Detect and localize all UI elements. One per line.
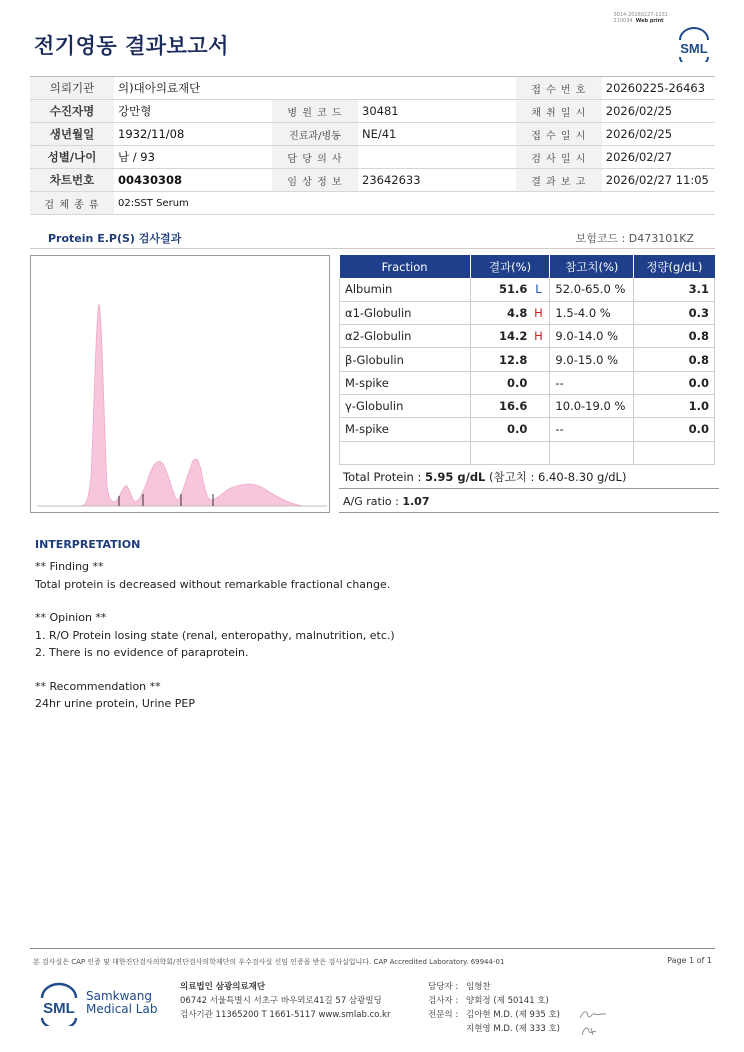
fraction-result [470, 325, 550, 348]
label-clinical-info: 임 상 정 보 [272, 169, 358, 192]
label-receipt-no: 접 수 번 호 [516, 77, 602, 100]
label-sex-age: 성별/나이 [30, 146, 114, 169]
fraction-table [339, 255, 715, 465]
page-number: Page 1 of 1 [667, 956, 712, 965]
fraction-amount: 0.8 [634, 348, 715, 371]
value-specimen-type: 02:SST Serum [114, 192, 715, 215]
result-value: 0.0 [507, 422, 528, 437]
table-row [340, 418, 715, 441]
table-row [340, 348, 715, 371]
fraction-reference: -- [550, 418, 634, 441]
fraction-amount: 0.3 [634, 301, 715, 324]
value-birth-date: 1932/11/08 [114, 123, 272, 146]
fraction-result [470, 418, 550, 441]
fraction-name: Albumin [340, 278, 471, 301]
value-report-date: 2026/02/27 11:05 [602, 169, 715, 192]
recommendation-heading: ** Recommendation ** [35, 679, 161, 693]
fraction-amount: 0.0 [634, 418, 715, 441]
value-requesting-org: 의)대아의료재단 [114, 77, 426, 100]
finding-heading: ** Finding ** [35, 560, 104, 573]
value-sex-age: 남 / 93 [114, 146, 272, 169]
fraction-amount: 3.1 [634, 278, 715, 301]
result-value: 51.6 [499, 282, 528, 297]
table-row [340, 394, 715, 417]
patient-info-table [30, 76, 715, 215]
fraction-result [470, 394, 550, 417]
col-fraction: Fraction [340, 255, 471, 278]
col-result: 결과(%) [470, 255, 550, 278]
value-collection-date: 2026/02/25 [602, 100, 715, 123]
value-clinical-info: 23642633 [358, 169, 426, 192]
label-report-date: 결 과 보 고 [516, 169, 602, 192]
interpretation-body [35, 558, 395, 713]
table-row [340, 371, 715, 394]
fraction-result [470, 348, 550, 371]
report-code: 3014-20260227-1131 210034 Web print [613, 12, 668, 24]
fraction-name: α1-Globulin [340, 301, 471, 324]
label-collection-date: 채 취 일 시 [516, 100, 602, 123]
fraction-name: γ-Globulin [340, 394, 471, 417]
section-divider [30, 248, 715, 249]
label-dept-ward: 진료과/병동 [272, 123, 358, 146]
finding-text: Total protein is decreased without remarkable fractional change. [35, 577, 391, 591]
label-specimen-type: 검 체 종 류 [30, 192, 114, 215]
signature-1-icon [578, 1008, 608, 1022]
fraction-amount: 0.0 [634, 371, 715, 394]
col-reference: 참고치(%) [550, 255, 634, 278]
result-flag: L [535, 282, 542, 297]
interpretation-title: INTERPRETATION [35, 538, 141, 551]
fraction-name: β-Globulin [340, 348, 471, 371]
staff-row: 담당자 : 임형찬 [428, 982, 491, 992]
sml-footer-logo-icon [36, 982, 82, 1026]
result-flag: H [534, 329, 543, 344]
value-receipt-date: 2026/02/25 [602, 123, 715, 146]
value-test-date: 2026/02/27 [602, 146, 715, 169]
table-row [340, 441, 715, 464]
total-protein: Total Protein : 5.95 g/dL (참고치 : 6.40-8.30 g/dL) [339, 466, 719, 489]
opinion-line-1: 1. R/O Protein losing state (renal, enteropathy, malnutrition, etc.) [35, 628, 395, 642]
label-test-date: 검 사 일 시 [516, 146, 602, 169]
result-value: 16.6 [499, 399, 528, 414]
opinion-line-2: 2. There is no evidence of paraprotein. [35, 646, 249, 659]
result-value: 4.8 [507, 305, 528, 320]
label-hospital-code: 병 원 코 드 [272, 100, 358, 123]
densitometry-curve [37, 304, 327, 506]
label-requesting-org: 의뢰기관 [30, 77, 114, 100]
fraction-reference: 9.0-15.0 % [550, 348, 634, 371]
lab-info: 의료법인 삼광의료재단 06742 서울특별시 서초구 바우뫼로41길 57 삼광빌딩 검사기관 11365200 T 1661-5117 www.smlab.co.kr [180, 982, 391, 1020]
label-receipt-date: 접 수 일 시 [516, 123, 602, 146]
fraction-amount [634, 441, 715, 464]
result-flag: H [534, 305, 543, 320]
value-receipt-no: 20260225-26463 [602, 77, 715, 100]
ag-ratio: A/G ratio : 1.07 [339, 490, 719, 513]
value-chart-no: 00430308 [114, 169, 272, 192]
fraction-reference [550, 441, 634, 464]
fraction-result [470, 301, 550, 324]
footer-divider [30, 948, 715, 949]
fraction-reference: 9.0-14.0 % [550, 325, 634, 348]
fraction-result [470, 278, 550, 301]
insurance-code: 보험코드 : D473101KZ [575, 232, 694, 245]
fraction-name: M-spike [340, 371, 471, 394]
result-value: 0.0 [507, 375, 528, 390]
result-value: 14.2 [499, 329, 528, 344]
result-value: 12.8 [499, 352, 528, 367]
value-patient-name: 강만형 [114, 100, 272, 123]
col-amount: 정량(g/dL) [634, 255, 715, 278]
fraction-amount: 1.0 [634, 394, 715, 417]
fraction-name: M-spike [340, 418, 471, 441]
fraction-reference: -- [550, 371, 634, 394]
table-row [340, 301, 715, 324]
signature-2-icon [578, 1024, 608, 1038]
staff-row: 검사자 : 양회정 (제 50141 호) [428, 996, 549, 1006]
value-dept-ward: NE/41 [358, 123, 426, 146]
fraction-result [470, 371, 550, 394]
fraction-result [470, 441, 550, 464]
fraction-name: α2-Globulin [340, 325, 471, 348]
table-row [340, 278, 715, 301]
value-hospital-code: 30481 [358, 100, 426, 123]
fraction-reference: 52.0-65.0 % [550, 278, 634, 301]
staff-row: 전문의 : 김아현 M.D. (제 935 호) [428, 1010, 561, 1020]
fraction-name [340, 441, 471, 464]
value-physician [358, 146, 426, 169]
label-birth-date: 생년월일 [30, 123, 114, 146]
label-physician: 담 당 의 사 [272, 146, 358, 169]
accreditation-note: 본 검사실은 CAP 인증 및 대한진단검사의학회/진단검사의학재단의 우수검사실 신임 인증을 받은 검사실입니다. CAP Accredited Laboratory. 69944-01 [33, 958, 505, 966]
staff-list [428, 980, 560, 1036]
section-title: Protein E.P(S) 검사결과 [48, 232, 182, 245]
page-title: 전기영동 결과보고서 [34, 34, 229, 58]
footer-logo-text: SML [43, 1000, 75, 1017]
brand-name: Samkwang Medical Lab [86, 989, 158, 1016]
staff-row: 지현영 M.D. (제 333 호) [466, 1024, 561, 1034]
table-row [340, 325, 715, 348]
fraction-reference: 1.5-4.0 % [550, 301, 634, 324]
label-chart-no: 차트번호 [30, 169, 114, 192]
logo-text: SML [680, 41, 708, 56]
fraction-amount: 0.8 [634, 325, 715, 348]
opinion-heading: ** Opinion ** [35, 611, 107, 624]
fraction-reference: 10.0-19.0 % [550, 394, 634, 417]
label-patient-name: 수진자명 [30, 100, 114, 123]
sml-logo-icon [674, 26, 714, 62]
recommendation-text: 24hr urine protein, Urine PEP [35, 697, 195, 710]
electrophoresis-graph [30, 255, 330, 513]
